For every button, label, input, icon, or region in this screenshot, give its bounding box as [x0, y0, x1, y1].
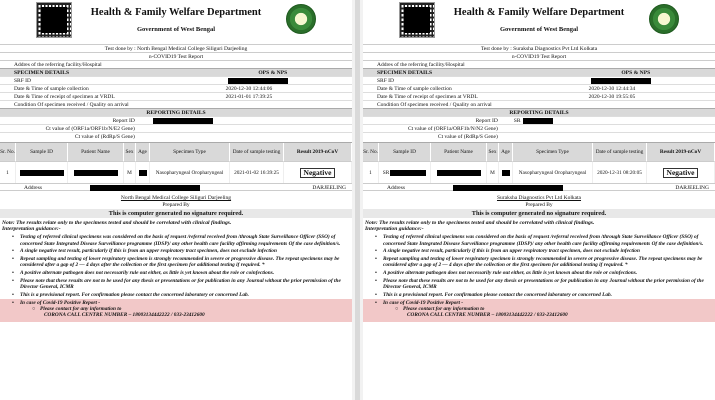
test-done-by: Test done by : Suraksha Diagnostics Pvt Ltd Kolkata — [363, 44, 715, 52]
table-header-cell: Sample ID — [379, 143, 431, 161]
table-cell-text: SR — [382, 169, 390, 176]
table-header-cell: Specimen Type — [513, 143, 593, 161]
guidance-list — [0, 234, 352, 298]
table-header-cell: Age — [499, 143, 513, 161]
reporting-details-header: REPORTING DETAILS — [363, 108, 715, 116]
row-value — [557, 85, 715, 92]
table-cell-text: M — [490, 169, 495, 176]
row-label: Ct value of (RdRp/S Gene) — [74, 134, 135, 140]
table-cell-result — [647, 161, 715, 183]
table-cell-age — [136, 161, 150, 183]
guidance-item: • Testing of referred clinical specimens was considered on the basis of request /referral received from /through State Surveillance Officer (SSO) of concerned State Integrated Disease Surveillance programme (IDSP)/ any other health care facility affirming requirements Of the case definition/s. — [375, 234, 709, 247]
value-redaction — [523, 118, 553, 124]
row-label: Ct value of (RdRp/S Gene) — [437, 134, 498, 140]
row-label: Date & Time of sample collection — [14, 86, 89, 92]
report-type: n-COVID19 Test Report — [0, 52, 352, 60]
contact-info-line: ○ Please contact for any information to — [363, 306, 715, 312]
table-cell-sex — [124, 161, 136, 183]
table-header-cell: Patient Name — [68, 143, 124, 161]
specimen-header-label: SPECIMEN DETAILS — [377, 70, 433, 76]
result-table — [363, 142, 715, 183]
specimen-details-header — [363, 68, 715, 76]
table-header-cell: Sample ID — [16, 143, 68, 161]
specimen-row — [363, 84, 715, 92]
table-header-cell: Sr. No. — [363, 143, 379, 161]
positive-report-box — [363, 299, 715, 322]
guidance-item: • This is a provisional report. For confirmation please contact the concerned laboratory or concerned Lab. — [375, 292, 709, 299]
table-cell-text: M — [127, 169, 132, 176]
report-header — [0, 0, 352, 44]
table-header-cell: Patient Name — [431, 143, 487, 161]
row-value — [504, 117, 715, 124]
row-value — [504, 125, 715, 132]
specimen-rows — [0, 76, 352, 108]
cell-redaction — [502, 170, 510, 176]
test-done-by: Test done by : North Bengal Medical College Siliguri Darjeeling — [0, 44, 352, 52]
guidance-item: • This is a provisional report. For confirmation please contact the concerned laboratory or concerned Lab. — [12, 292, 346, 299]
reporting-rows — [0, 116, 352, 140]
guidance-item: • A positive alternate pathogen does not necessarily rule out either, as little is yet known about the role or coinfections. — [375, 270, 709, 277]
table-cell-text: Nasopharyngeal Oropharyngeal — [518, 169, 587, 176]
reporting-row — [363, 132, 715, 140]
row-label: Ct value of (ORF1a/ORF1b/N/E2 Gene) — [45, 126, 135, 132]
row-label: Date & Time of sample collection — [377, 86, 452, 92]
row-label: Report ID — [475, 118, 498, 124]
government-subtitle: Government of West Bengal — [136, 26, 216, 33]
row-value-text: 2020-12-30 12:44:06 — [225, 86, 273, 92]
positive-report-heading: • In case of Covid-19 Positive Report - — [363, 300, 715, 306]
image-divider — [355, 0, 360, 400]
row-label: SRF ID — [14, 78, 31, 84]
row-value — [557, 101, 715, 108]
interpretation-heading: Interpretation guidance:- — [2, 226, 61, 232]
table-header-cell: Sex — [487, 143, 499, 161]
table-cell-sample-id — [379, 161, 431, 183]
row-value — [194, 77, 352, 84]
report-header — [363, 0, 715, 44]
address-label: Address — [387, 185, 406, 191]
specimen-row — [0, 92, 352, 100]
address-redacted — [433, 184, 644, 190]
cell-redaction — [390, 170, 426, 176]
row-value-text: 2020-12-30 12:44:34 — [588, 86, 636, 92]
result-table — [0, 142, 352, 183]
cell-redaction — [437, 170, 481, 176]
positive-report-box — [0, 299, 352, 322]
row-value — [504, 133, 715, 140]
cell-redaction — [74, 170, 118, 176]
guidance-item: • Repeat sampling and testing of lower respiratory specimen is strongly recommended in severe or progressive disease. The repeat specimens may be considered after a gap of 2 — 4 days after the collection or the first specimen for additional testing if required. * — [12, 256, 346, 269]
row-value — [141, 117, 352, 124]
table-cell-patient — [68, 161, 124, 183]
table-cell-text: 2021-01-02 16:39:25 — [234, 169, 279, 176]
address-row — [363, 183, 715, 191]
computer-generated-notice: This is computer generated no signature required. — [363, 209, 715, 218]
table-header-cell: Age — [136, 143, 150, 161]
results-note: Note: The results relate only to the specimens tested and should be correlated with clinical findings. — [365, 220, 595, 226]
row-label: Condition Of specimen received / Quality on arrival — [14, 102, 129, 108]
row-label: SRF ID — [377, 78, 394, 84]
value-redaction — [228, 78, 288, 84]
row-value — [194, 85, 352, 92]
test-report-left — [0, 0, 352, 400]
report-type: n-COVID19 Test Report — [363, 52, 715, 60]
row-label: Ct value of (ORF1a/ORF1b/N/N2 Gene) — [407, 126, 498, 132]
guidance-item: • Testing of referred clinical specimens was considered on the basis of request /referral received from /through State Surveillance Officer (SSO) of concerned State Integrated Disease Surveillance programme (IDSP)/ any other health care facility affirming requirements Of the case definition/s. — [12, 234, 346, 247]
department-title: Health & Family Welfare Department — [453, 7, 625, 18]
table-cell-text: Negative — [300, 168, 336, 178]
table-header-cell: Result 2019-nCoV — [284, 143, 352, 161]
table-cell-date — [593, 161, 647, 183]
row-value-text: 2021-01-01 17:39:25 — [225, 94, 273, 100]
specimen-row — [363, 76, 715, 84]
referring-facility-label: Addres of the referring facility/Hospital — [363, 60, 715, 68]
specimen-row — [363, 92, 715, 100]
referring-facility-label: Addres of the referring facility/Hospital — [0, 60, 352, 68]
lab-name: North Bengal Medical College Siliguri Darjeeling — [120, 195, 232, 201]
table-cell-date — [230, 161, 284, 183]
table-cell-text: 1 — [6, 169, 9, 176]
table-cell-text: 2020-12-31 08:20:05 — [597, 169, 642, 176]
government-seal-icon — [649, 4, 679, 34]
reporting-row — [0, 124, 352, 132]
guidance-item: • A single negative test result, particularly if this is from an upper respiratory tract specimen, does not exclude infection — [12, 248, 346, 255]
specimen-row — [0, 84, 352, 92]
address-value: DARJEELING — [675, 185, 709, 191]
table-cell-specimen — [150, 161, 230, 183]
specimen-details-header — [0, 68, 352, 76]
table-header-cell: Sex — [124, 143, 136, 161]
specimen-header-type: OPS & NPS — [258, 70, 288, 76]
address-redacted — [70, 184, 281, 190]
call-centre-number: CORONA CALL CENTRE NUMBER – 18003134442222 / 033-23412600 — [407, 312, 568, 319]
guidance-item: • Repeat sampling and testing of lower respiratory specimen is strongly recommended in severe or progressive disease. The repeat specimens may be considered after a gap of 2 — 4 days after the collection or the first specimen for additional testing if required. * — [375, 256, 709, 269]
specimen-row — [0, 100, 352, 108]
address-row — [0, 183, 352, 191]
table-cell-sr — [0, 161, 16, 183]
address-value: DARJEELING — [312, 185, 346, 191]
lab-name: Suraksha Diagnostics Pvt Ltd Kolkata — [496, 195, 582, 201]
specimen-rows — [363, 76, 715, 108]
reporting-rows — [363, 116, 715, 140]
table-header-cell: Date of sample testing — [593, 143, 647, 161]
table-header-cell: Result 2019-nCoV — [647, 143, 715, 161]
specimen-header-label: SPECIMEN DETAILS — [14, 70, 70, 76]
guidance-item: • Please note that these results are not to be used for any thesis or presentations or for publication in any Journal without the prior permission of the Director General, ICMR — [375, 278, 709, 291]
table-header-cell: Date of sample testing — [230, 143, 284, 161]
row-label: Condition Of specimen received / Quality on arrival — [377, 102, 492, 108]
reporting-row — [0, 116, 352, 124]
row-value — [141, 125, 352, 132]
government-seal-icon — [286, 4, 316, 34]
specimen-header-type: OPS & NPS — [621, 70, 651, 76]
table-cell-result — [284, 161, 352, 183]
table-header-cell: Sr. No. — [0, 143, 16, 161]
value-redaction — [591, 78, 651, 84]
contact-info-line: ○ Please contact for any information to — [0, 306, 352, 312]
prepared-by: Prepared By — [162, 202, 190, 208]
row-value — [557, 93, 715, 100]
value-redaction — [153, 118, 213, 124]
table-cell-sr — [363, 161, 379, 183]
table-cell-text: Negative — [663, 168, 699, 178]
guidance-list — [363, 234, 715, 298]
reporting-row — [363, 116, 715, 124]
cell-redaction — [139, 170, 147, 176]
call-centre-number: CORONA CALL CENTRE NUMBER – 18003134442222 / 033-23412600 — [44, 312, 205, 319]
government-subtitle: Government of West Bengal — [499, 26, 579, 33]
table-header-cell: Specimen Type — [150, 143, 230, 161]
row-value-text: SR — [513, 118, 521, 124]
address-redaction — [90, 185, 200, 191]
table-cell-text: Nasopharyngeal Oropharyngeal — [155, 169, 224, 176]
reporting-row — [363, 124, 715, 132]
address-redaction — [453, 185, 563, 191]
interpretation-heading: Interpretation guidance:- — [365, 226, 424, 232]
table-cell-patient — [431, 161, 487, 183]
department-title: Health & Family Welfare Department — [90, 7, 262, 18]
row-label: Date & Time of receipt of specimen at VRDL — [377, 94, 478, 100]
row-value — [557, 77, 715, 84]
row-value — [194, 93, 352, 100]
row-label: Date & Time of receipt of specimen at VRDL — [14, 94, 115, 100]
row-value-text: 2020-12-30 19:55:05 — [588, 94, 636, 100]
guidance-item: • Please note that these results are not to be used for any thesis or presentations or for publication in any Journal without the prior permission of the Director General, ICMR — [12, 278, 346, 291]
table-cell-sex — [487, 161, 499, 183]
table-cell-specimen — [513, 161, 593, 183]
specimen-row — [363, 100, 715, 108]
positive-report-heading: • In case of Covid-19 Positive Report - — [0, 300, 352, 306]
table-cell-sample-id — [16, 161, 68, 183]
guidance-item: • A single negative test result, particularly if this is from an upper respiratory tract specimen, does not exclude infection — [375, 248, 709, 255]
row-value — [194, 101, 352, 108]
cell-redaction — [20, 170, 64, 176]
address-label: Address — [24, 185, 43, 191]
specimen-row — [0, 76, 352, 84]
test-report-right — [363, 0, 715, 400]
computer-generated-notice: This is computer generated no signature required. — [0, 209, 352, 218]
row-value — [141, 133, 352, 140]
prepared-by: Prepared By — [525, 202, 553, 208]
results-note: Note: The results relate only to the specimens tested and should be correlated with clinical findings. — [2, 220, 232, 226]
table-cell-age — [499, 161, 513, 183]
table-cell-text: 1 — [369, 169, 372, 176]
reporting-details-header: REPORTING DETAILS — [0, 108, 352, 116]
reporting-row — [0, 132, 352, 140]
row-label: Report ID — [112, 118, 135, 124]
guidance-item: • A positive alternate pathogen does not necessarily rule out either, as little is yet known about the role or coinfections. — [12, 270, 346, 277]
